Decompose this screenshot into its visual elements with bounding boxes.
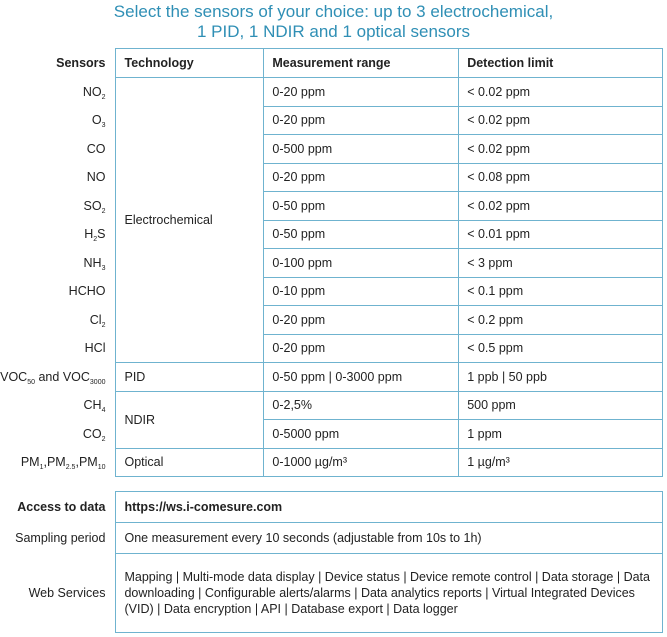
sensor-name: CO [86, 141, 106, 156]
sensor-name: $VOC_{50}$ and $VOC_{3000}$ [0, 369, 106, 386]
technology-ndir: NDIR [116, 391, 264, 448]
detection-limit: < 0.02 ppm [459, 192, 663, 221]
sensor-name: $NH_3$ [83, 255, 106, 272]
sensor-row [0, 192, 663, 221]
measurement-range: 0-20 ppm [264, 306, 459, 335]
sensor-name: HCl [84, 341, 106, 356]
sensor-row-pm [0, 448, 663, 477]
sensor-row [0, 78, 663, 107]
header-measurement-range: Measurement range [264, 49, 459, 78]
measurement-range: 0-10 ppm [264, 277, 459, 306]
measurement-range: 0-20 ppm [264, 106, 459, 135]
detection-limit: < 0.02 ppm [459, 78, 663, 107]
sensor-row-voc [0, 363, 663, 392]
web-services-value: Mapping | Multi-mode data display | Device status | Device remote control | Data storage | Data downloading | Configurable alerts/alarms | Data analytics reports | Virtual Integrated Devices (VID) | Data encryption | API | Database export | Data logger [116, 554, 663, 633]
sensor-name: $NO_2$ [82, 84, 106, 101]
sensor-name: $H_2S$ [84, 227, 106, 244]
measurement-range: 0-20 ppm [264, 334, 459, 363]
sensor-name: $O_3$ [91, 113, 106, 130]
sensor-row [0, 106, 663, 135]
detection-limit: 500 ppm [459, 391, 663, 420]
sensor-row [0, 249, 663, 278]
title-line-1: Select the sensors of your choice: up to 3 electrochemical, [113, 2, 554, 21]
sensor-row [0, 277, 663, 306]
sensor-name: $CH_4$ [83, 398, 106, 415]
access-url-link[interactable]: https://ws.i-comesure.com [116, 492, 663, 523]
detection-limit: 1 ppb | 50 ppb [459, 363, 663, 392]
title-line-2: 1 PID, 1 NDIR and 1 optical sensors [196, 22, 471, 41]
sensor-row-ch4 [0, 391, 663, 420]
sampling-value: One measurement every 10 seconds (adjustable from 10s to 1h) [116, 523, 663, 554]
measurement-range: 0-1000 µg/m³ [264, 448, 459, 477]
access-table [0, 491, 663, 633]
technology-optical: Optical [116, 448, 264, 477]
detection-limit: 1 ppm [459, 420, 663, 449]
sensor-row [0, 135, 663, 164]
measurement-range: 0-100 ppm [264, 249, 459, 278]
sensor-name: $SO_2$ [83, 198, 106, 215]
detection-limit: < 0.02 ppm [459, 135, 663, 164]
sensor-row-co2 [0, 420, 663, 449]
detection-limit: < 0.1 ppm [459, 277, 663, 306]
sampling-row [0, 523, 663, 554]
access-row [0, 492, 663, 523]
web-services-row [0, 554, 663, 633]
sampling-label: Sampling period [15, 531, 106, 545]
sensor-name: $CO_2$ [82, 426, 106, 443]
sensor-row [0, 220, 663, 249]
detection-limit: < 0.01 ppm [459, 220, 663, 249]
detection-limit: < 3 ppm [459, 249, 663, 278]
sensor-name: $Cl_2$ [89, 312, 106, 329]
sensor-name: $PM_1,PM_{2.5},PM_{10}$ [20, 455, 106, 472]
technology-electrochemical: Electrochemical [116, 78, 264, 363]
sensor-table [0, 48, 663, 477]
detection-limit: < 0.5 ppm [459, 334, 663, 363]
detection-limit: < 0.02 ppm [459, 106, 663, 135]
sensor-name: NO [86, 170, 106, 185]
sensor-row [0, 334, 663, 363]
measurement-range: 0-50 ppm | 0-3000 ppm [264, 363, 459, 392]
detection-limit: < 0.08 ppm [459, 163, 663, 192]
measurement-range: 0-500 ppm [264, 135, 459, 164]
page-title [0, 0, 667, 42]
web-services-label: Web Services [28, 586, 106, 600]
measurement-range: 0-20 ppm [264, 163, 459, 192]
sensor-row [0, 306, 663, 335]
sensor-row [0, 163, 663, 192]
header-technology: Technology [116, 49, 264, 78]
technology-pid: PID [116, 363, 264, 392]
measurement-range: 0-2,5% [264, 391, 459, 420]
access-label: Access to data [17, 500, 106, 514]
measurement-range: 0-20 ppm [264, 78, 459, 107]
header-detection-limit: Detection limit [459, 49, 663, 78]
detection-limit: 1 µg/m³ [459, 448, 663, 477]
sensor-table-header [0, 49, 663, 78]
header-sensors: Sensors [56, 56, 106, 70]
sensor-name: HCHO [68, 284, 106, 299]
detection-limit: < 0.2 ppm [459, 306, 663, 335]
measurement-range: 0-5000 ppm [264, 420, 459, 449]
measurement-range: 0-50 ppm [264, 192, 459, 221]
measurement-range: 0-50 ppm [264, 220, 459, 249]
